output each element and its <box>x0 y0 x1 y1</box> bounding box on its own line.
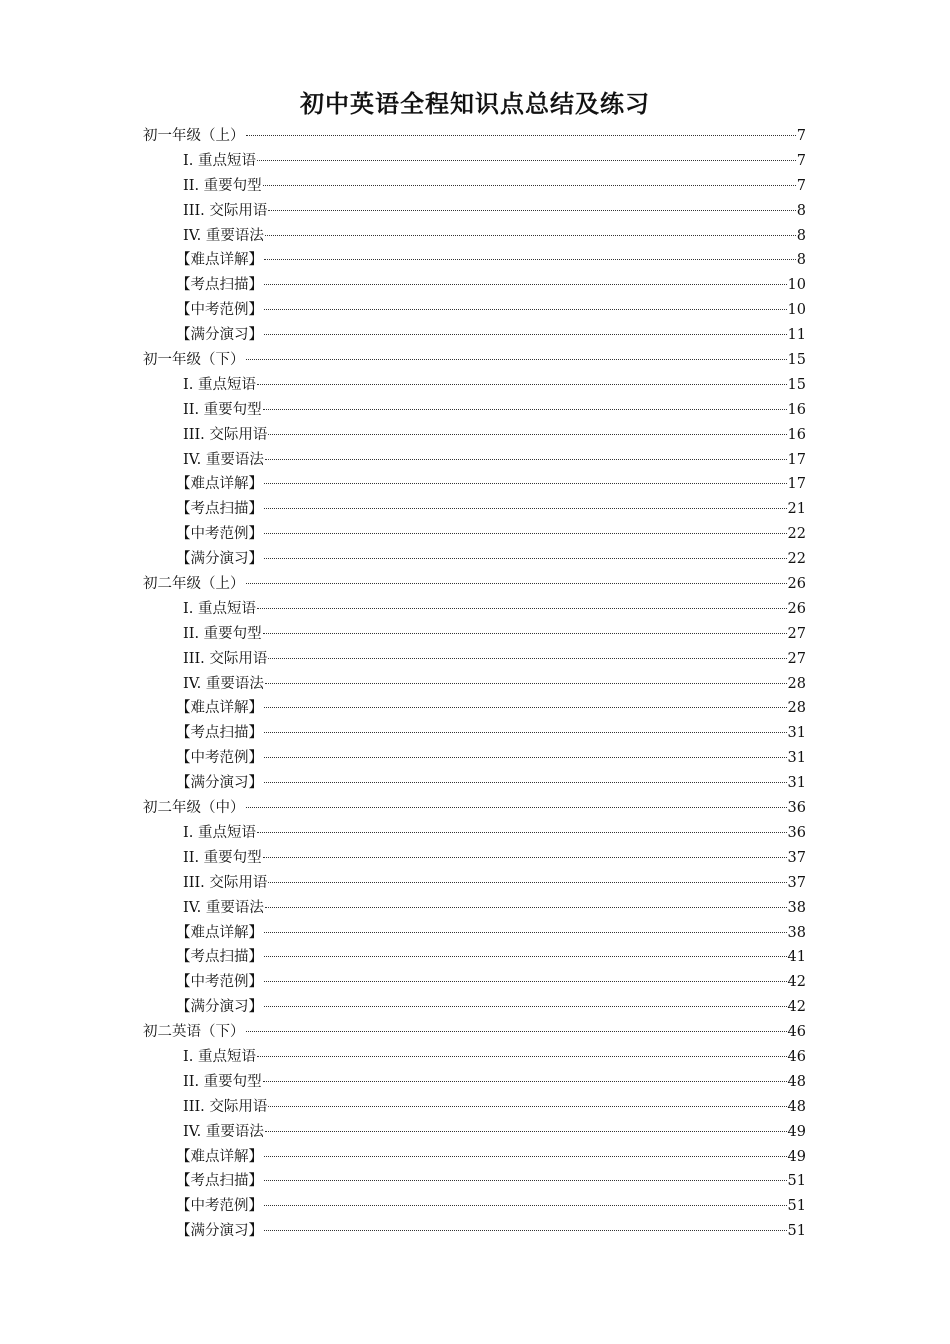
toc-entry[interactable] <box>143 746 806 771</box>
toc-dot-leader <box>265 459 787 460</box>
toc-section-entry[interactable] <box>143 796 806 821</box>
toc-entry-label: IV. 重要语法 <box>183 675 264 692</box>
toc-dot-leader <box>264 732 787 733</box>
toc-entry-page-number: 38 <box>787 924 806 941</box>
toc-entry-label: 【中考范例】 <box>176 750 263 767</box>
table-of-contents <box>143 124 806 1244</box>
toc-entry-label: IV. 重要语法 <box>183 899 264 916</box>
toc-entry[interactable] <box>143 323 806 348</box>
toc-entry-label: III. 交际用语 <box>183 1098 268 1115</box>
toc-entry[interactable] <box>143 248 806 273</box>
toc-entry-label: III. 交际用语 <box>183 650 268 667</box>
toc-dot-leader <box>264 1180 787 1181</box>
toc-entry-label: I. 重点短语 <box>183 376 256 393</box>
toc-entry-label: 【满分演习】 <box>176 327 263 344</box>
toc-entry-label: I. 重点短语 <box>183 824 256 841</box>
toc-entry-label: III. 交际用语 <box>183 874 268 891</box>
toc-entry-label: II. 重要句型 <box>183 177 262 194</box>
toc-entry-page-number: 15 <box>787 352 806 369</box>
toc-entry[interactable] <box>143 1169 806 1194</box>
toc-entry-label: 【难点详解】 <box>176 700 263 717</box>
toc-dot-leader <box>264 284 787 285</box>
toc-entry-page-number: 37 <box>787 874 806 891</box>
toc-entry[interactable] <box>143 273 806 298</box>
toc-entry[interactable] <box>143 970 806 995</box>
toc-entry-page-number: 48 <box>787 1098 806 1115</box>
toc-entry[interactable] <box>143 373 806 398</box>
toc-dot-leader <box>264 1156 787 1157</box>
toc-entry-label: 【难点详解】 <box>176 476 263 493</box>
toc-entry-page-number: 31 <box>787 750 806 767</box>
document-title: 初中英语全程知识点总结及练习 <box>300 89 650 118</box>
toc-entry-label: II. 重要句型 <box>183 625 262 642</box>
toc-entry-label: IV. 重要语法 <box>183 1123 264 1140</box>
toc-entry[interactable] <box>143 1194 806 1219</box>
toc-dot-leader <box>264 1006 787 1007</box>
toc-entry[interactable] <box>143 846 806 871</box>
toc-entry-page-number: 7 <box>796 128 806 144</box>
toc-entry[interactable] <box>143 547 806 572</box>
toc-entry-label: I. 重点短语 <box>183 600 256 617</box>
toc-section-entry[interactable] <box>143 572 806 597</box>
toc-dot-leader <box>257 608 787 609</box>
toc-entry[interactable] <box>143 199 806 224</box>
toc-entry-page-number: 17 <box>787 451 806 468</box>
toc-entry-page-number: 41 <box>787 949 806 966</box>
toc-entry-label: 【中考范例】 <box>176 1198 263 1215</box>
toc-entry[interactable] <box>143 721 806 746</box>
toc-entry-label: 初二年级（中） <box>143 800 245 817</box>
toc-dot-leader <box>246 135 796 136</box>
toc-entry-page-number: 22 <box>787 526 806 543</box>
toc-entry-page-number: 26 <box>787 600 806 617</box>
toc-dot-leader <box>257 160 796 161</box>
toc-entry[interactable] <box>143 597 806 622</box>
toc-entry-page-number: 28 <box>787 675 806 692</box>
toc-dot-leader <box>265 1131 787 1132</box>
toc-section-entry[interactable] <box>143 124 806 149</box>
toc-dot-leader <box>264 1205 787 1206</box>
toc-dot-leader <box>265 683 787 684</box>
toc-dot-leader <box>264 309 787 310</box>
toc-entry-page-number: 46 <box>787 1024 806 1041</box>
toc-entry[interactable] <box>143 622 806 647</box>
toc-entry[interactable] <box>143 771 806 796</box>
toc-dot-leader <box>264 707 787 708</box>
toc-entry-page-number: 8 <box>796 252 806 269</box>
toc-entry[interactable] <box>143 398 806 423</box>
toc-entry-page-number: 7 <box>796 177 806 194</box>
toc-entry-page-number: 48 <box>787 1073 806 1090</box>
toc-entry[interactable] <box>143 1045 806 1070</box>
toc-dot-leader <box>264 558 787 559</box>
toc-entry-label: 初二年级（上） <box>143 576 245 593</box>
toc-dot-leader <box>268 658 786 659</box>
toc-dot-leader <box>263 1081 787 1082</box>
toc-dot-leader <box>263 409 787 410</box>
toc-entry-page-number: 22 <box>787 551 806 568</box>
toc-entry-page-number: 42 <box>787 999 806 1016</box>
toc-dot-leader <box>264 981 787 982</box>
toc-entry-label: 【考点扫描】 <box>176 1173 263 1190</box>
toc-entry[interactable] <box>143 1095 806 1120</box>
toc-entry[interactable] <box>143 522 806 547</box>
toc-entry[interactable] <box>143 871 806 896</box>
toc-dot-leader <box>264 334 787 335</box>
toc-dot-leader <box>264 1230 787 1231</box>
toc-dot-leader <box>246 583 787 584</box>
toc-dot-leader <box>257 1056 787 1057</box>
toc-entry-page-number: 11 <box>787 327 806 344</box>
toc-entry-label: 【难点详解】 <box>176 1148 263 1165</box>
toc-dot-leader <box>268 1106 786 1107</box>
toc-entry-page-number: 16 <box>787 426 806 443</box>
toc-entry[interactable] <box>143 174 806 199</box>
toc-dot-leader <box>257 832 787 833</box>
toc-entry-page-number: 10 <box>787 302 806 319</box>
toc-entry-label: IV. 重要语法 <box>183 451 264 468</box>
toc-entry-label: 【考点扫描】 <box>176 949 263 966</box>
toc-entry-page-number: 27 <box>787 650 806 667</box>
toc-dot-leader <box>257 384 787 385</box>
toc-entry-label: 初一年级（上） <box>143 128 245 144</box>
toc-entry-label: 初二英语（下） <box>143 1024 245 1041</box>
toc-entry[interactable] <box>143 995 806 1020</box>
toc-entry-page-number: 27 <box>787 625 806 642</box>
toc-dot-leader <box>264 483 787 484</box>
toc-entry[interactable] <box>143 896 806 921</box>
toc-entry[interactable] <box>143 647 806 672</box>
toc-entry-label: 【中考范例】 <box>176 526 263 543</box>
toc-entry[interactable] <box>143 224 806 249</box>
toc-dot-leader <box>264 757 787 758</box>
toc-dot-leader <box>246 807 787 808</box>
toc-entry-label: 【考点扫描】 <box>176 501 263 518</box>
toc-entry[interactable] <box>143 1219 806 1244</box>
toc-entry-label: I. 重点短语 <box>183 152 256 169</box>
toc-entry[interactable] <box>143 298 806 323</box>
toc-entry-label: 【满分演习】 <box>176 999 263 1016</box>
toc-entry[interactable] <box>143 149 806 174</box>
toc-dot-leader <box>263 185 796 186</box>
toc-entry-label: 【难点详解】 <box>176 252 263 269</box>
toc-entry-label: 【满分演习】 <box>176 1223 263 1240</box>
toc-dot-leader <box>268 210 795 211</box>
toc-entry-page-number: 8 <box>796 227 806 244</box>
toc-entry-page-number: 49 <box>787 1123 806 1140</box>
toc-entry-page-number: 7 <box>796 152 806 169</box>
toc-entry[interactable] <box>143 696 806 721</box>
toc-entry-page-number: 42 <box>787 974 806 991</box>
toc-entry-page-number: 17 <box>787 476 806 493</box>
toc-entry-label: III. 交际用语 <box>183 202 268 219</box>
toc-entry[interactable] <box>143 472 806 497</box>
toc-entry-page-number: 31 <box>787 725 806 742</box>
toc-entry-label: II. 重要句型 <box>183 401 262 418</box>
toc-entry-label: II. 重要句型 <box>183 849 262 866</box>
toc-entry[interactable] <box>143 1070 806 1095</box>
toc-entry-label: 【满分演习】 <box>176 775 263 792</box>
toc-entry[interactable] <box>143 423 806 448</box>
toc-section-entry[interactable] <box>143 1020 806 1045</box>
toc-section-entry[interactable] <box>143 348 806 373</box>
toc-entry-page-number: 46 <box>787 1048 806 1065</box>
toc-entry-page-number: 49 <box>787 1148 806 1165</box>
toc-entry-label: 【难点详解】 <box>176 924 263 941</box>
toc-entry-page-number: 36 <box>787 800 806 817</box>
toc-dot-leader <box>263 857 787 858</box>
toc-entry-page-number: 51 <box>787 1173 806 1190</box>
toc-dot-leader <box>265 907 787 908</box>
toc-dot-leader <box>264 508 787 509</box>
toc-entry[interactable] <box>143 921 806 946</box>
toc-entry-page-number: 51 <box>787 1198 806 1215</box>
toc-entry-label: I. 重点短语 <box>183 1048 256 1065</box>
toc-dot-leader <box>246 359 787 360</box>
toc-entry-page-number: 15 <box>787 376 806 393</box>
toc-entry-label: 【考点扫描】 <box>176 725 263 742</box>
toc-dot-leader <box>264 533 787 534</box>
toc-entry-page-number: 16 <box>787 401 806 418</box>
toc-entry[interactable] <box>143 497 806 522</box>
toc-entry-label: III. 交际用语 <box>183 426 268 443</box>
toc-entry-page-number: 28 <box>787 700 806 717</box>
toc-entry[interactable] <box>143 448 806 473</box>
toc-dot-leader <box>263 633 787 634</box>
toc-entry-label: 【中考范例】 <box>176 974 263 991</box>
toc-entry-label: 【中考范例】 <box>176 302 263 319</box>
toc-entry-page-number: 8 <box>796 202 806 219</box>
toc-dot-leader <box>264 932 787 933</box>
toc-entry-page-number: 21 <box>787 501 806 518</box>
toc-entry[interactable] <box>143 821 806 846</box>
toc-entry-label: 【考点扫描】 <box>176 277 263 294</box>
toc-entry-page-number: 37 <box>787 849 806 866</box>
toc-entry-page-number: 10 <box>787 277 806 294</box>
toc-entry-label: II. 重要句型 <box>183 1073 262 1090</box>
toc-entry[interactable] <box>143 672 806 697</box>
toc-entry[interactable] <box>143 945 806 970</box>
toc-dot-leader <box>265 235 796 236</box>
toc-entry[interactable] <box>143 1145 806 1170</box>
toc-entry-page-number: 51 <box>787 1223 806 1240</box>
toc-dot-leader <box>264 956 787 957</box>
toc-dot-leader <box>264 259 796 260</box>
toc-entry[interactable] <box>143 1120 806 1145</box>
toc-entry-page-number: 36 <box>787 824 806 841</box>
toc-dot-leader <box>268 882 786 883</box>
toc-entry-page-number: 38 <box>787 899 806 916</box>
toc-entry-page-number: 31 <box>787 775 806 792</box>
toc-entry-label: 【满分演习】 <box>176 551 263 568</box>
toc-dot-leader <box>264 782 787 783</box>
toc-dot-leader <box>246 1031 787 1032</box>
toc-entry-label: IV. 重要语法 <box>183 227 264 244</box>
toc-dot-leader <box>268 434 786 435</box>
toc-entry-label: 初一年级（下） <box>143 352 245 369</box>
toc-entry-page-number: 26 <box>787 576 806 593</box>
